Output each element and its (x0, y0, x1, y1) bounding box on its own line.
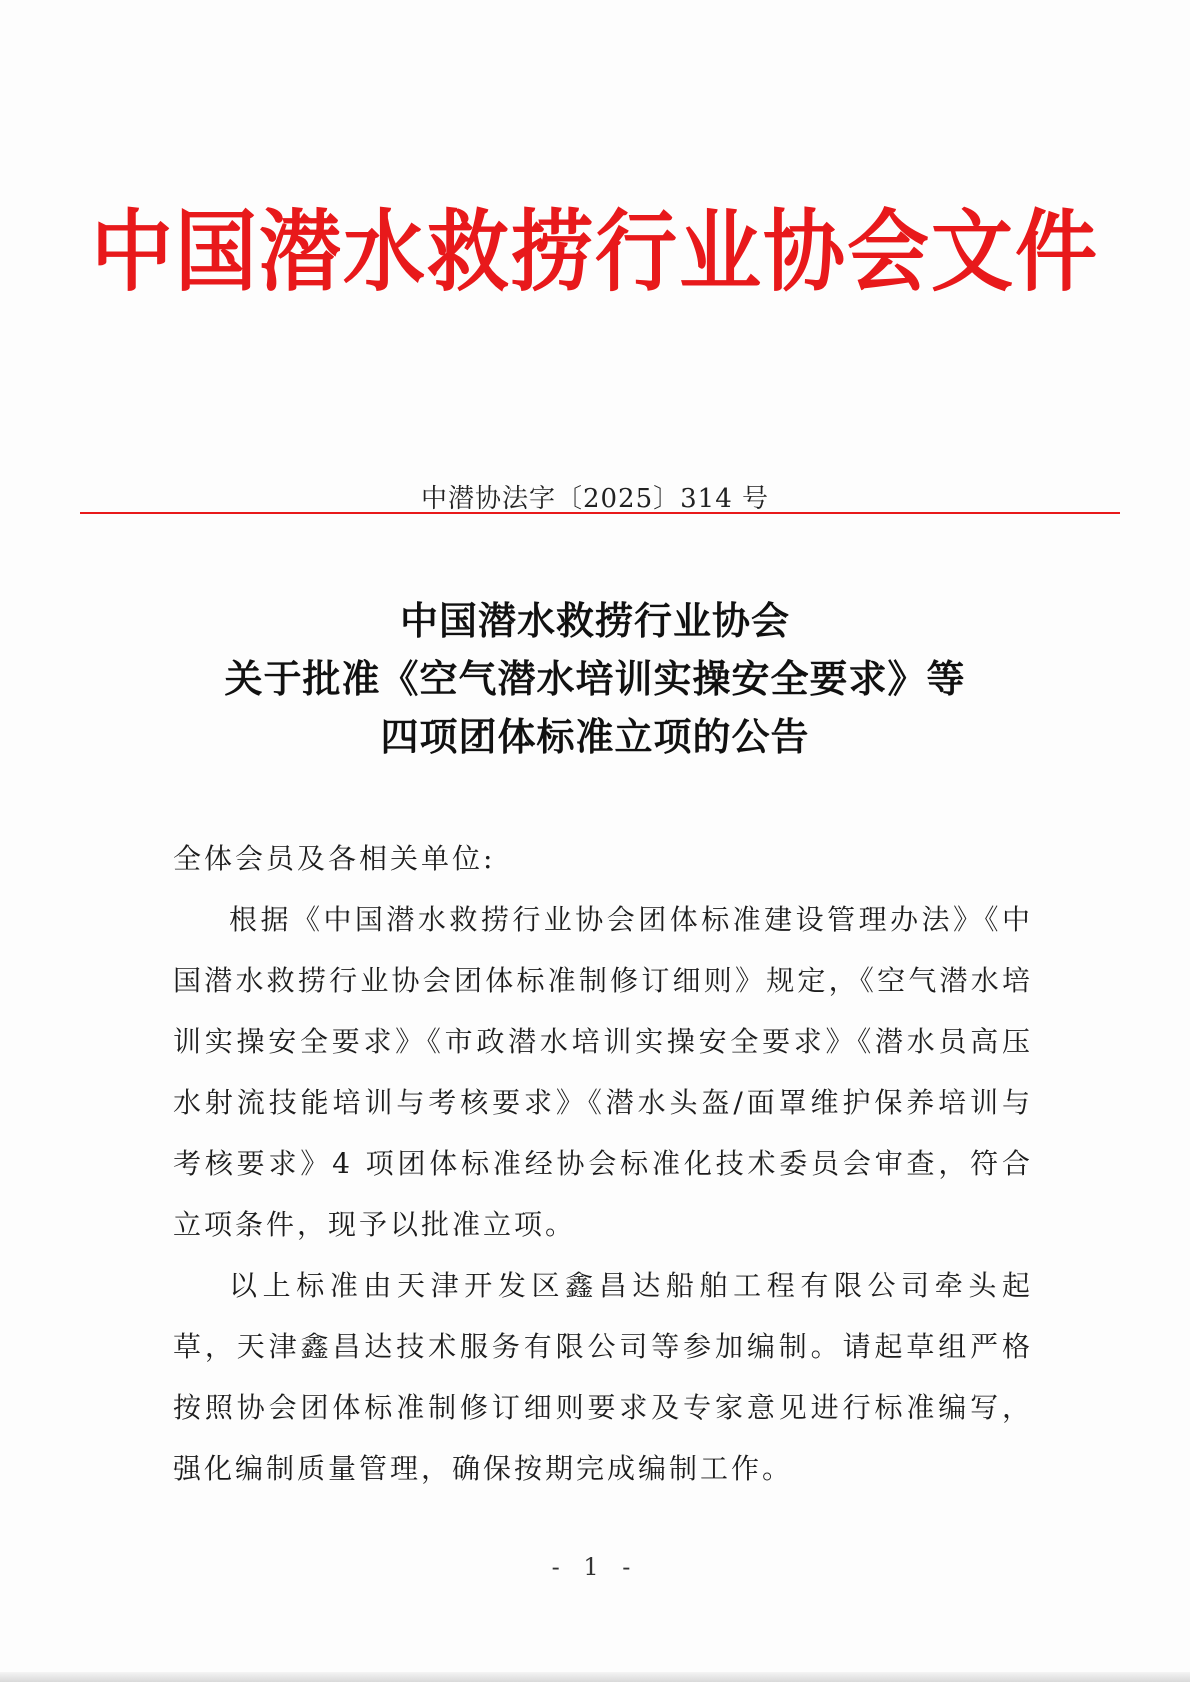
title-line-2: 关于批准《空气潜水培训实操安全要求》等 (224, 656, 966, 701)
page-number: - 1 - (551, 1553, 639, 1581)
announcement-title (60, 592, 1130, 766)
title-line-3: 四项团体标准立项的公告 (380, 714, 810, 759)
title-line-1: 中国潜水救捞行业协会 (399, 598, 790, 643)
document-number: 中潜协法字〔2025〕314 号 (420, 484, 770, 514)
body-text (173, 828, 1033, 1499)
body-paragraph-1: 根据《中国潜水救捞行业协会团体标准建设管理办法》《中国潜水救捞行业协会团体标准制修订细则》规定，《空气潜水培训实操安全要求》《市政潜水培训实操安全要求》《潜水员高压水射流技能培训与考核要求》《潜水头盔/面罩维护保养培训与考核要求》4 项团体标准经协会标准化技术委员会审查，符合立项条件，现予以批准立项。 (173, 903, 1033, 1241)
red-divider-line (80, 512, 1120, 514)
scan-bottom-edge (0, 1672, 1190, 1682)
body-paragraph-2: 以上标准由天津开发区鑫昌达船舶工程有限公司牵头起草，天津鑫昌达技术服务有限公司等参加编制。请起草组严格按照协会团体标准制修订细则要求及专家意见进行标准编写，强化编制质量管理，确保按期完成编制工作。 (173, 1269, 1033, 1485)
masthead-title: 中国潜水救捞行业协会文件 (90, 200, 1099, 305)
salutation: 全体会员及各相关单位: (173, 842, 496, 875)
